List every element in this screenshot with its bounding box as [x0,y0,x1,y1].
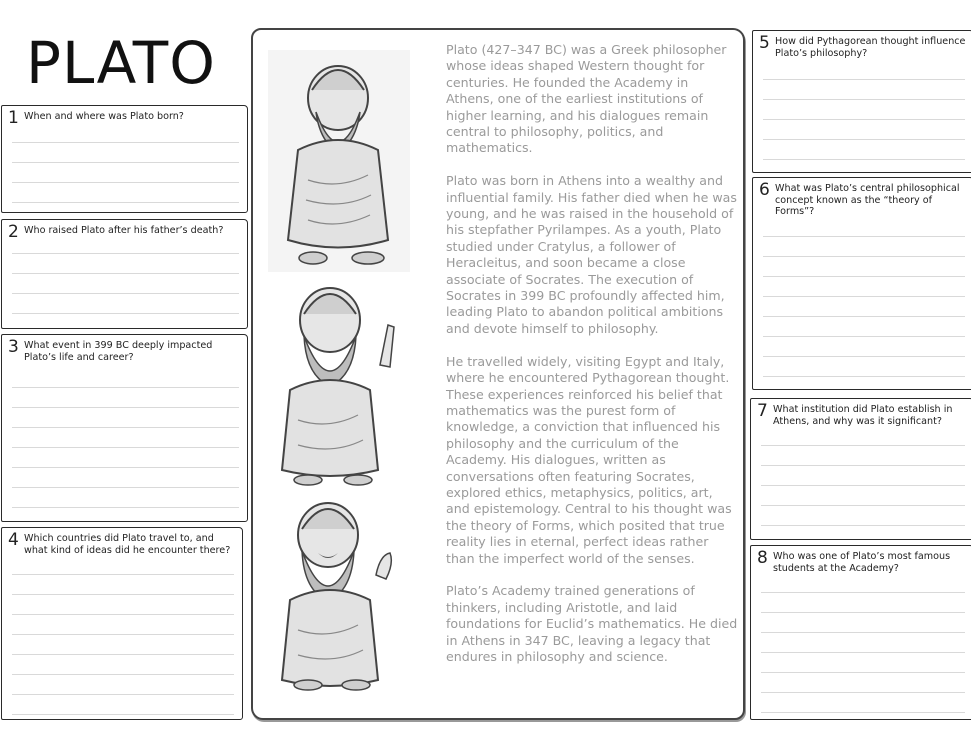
question-text: What institution did Plato establish in Athens, and why was it significant? [773,404,953,427]
question-number: 4 [8,530,19,550]
question-text: What was Plato’s central philosophical concept known as the “theory of Forms”? [775,183,960,217]
bio-paragraph-1: Plato (427–347 BC) was a Greek philosopher whose ideas shaped Western thought for centuries. He founded the Academy in Athens, one of the earliest institutions of higher learning, and his dialogues remain central to philosophy, politics, and mathematics. [446,42,727,156]
biography-text [446,42,738,682]
bio-paragraph-4: Plato’s Academy trained generations of thinkers, including Aristotle, and laid foundations for Euclid’s mathematics. He died in Athens in 347 BC, leaving a legacy that endures in philosophy and science. [446,583,738,664]
question-box-1[interactable] [1,105,248,213]
question-number: 1 [8,108,19,128]
question-box-2[interactable] [1,219,248,329]
question-text: How did Pythagorean thought influence Plato’s philosophy? [775,36,966,59]
philosopher-pointing-icon [268,280,410,490]
question-number: 7 [757,401,768,421]
question-number: 3 [8,337,19,357]
worksheet-title: PLATO [26,29,216,97]
question-text: When and where was Plato born? [24,111,184,122]
question-box-8[interactable] [750,545,971,720]
philosopher-pointing-illustration [268,280,410,490]
bio-paragraph-3: He travelled widely, visiting Egypt and Italy, where he encountered Pythagorean thought. These experiences reinforced his belief that mathematics was the purest form of knowledge, a conviction that influenced his philosophy and the curriculum of the Academy. His dialogues, written as conversations often featuring Socrates, explored ethics, metaphysics, politics, art, and epistemology. Central to his thought was the theory of Forms, which posited that true reality lies in eternal, perfect ideas rather than the imperfect world of the senses. [446,353,732,566]
question-number: 6 [759,180,770,200]
question-number: 8 [757,548,768,568]
question-box-7[interactable] [750,398,971,540]
question-box-4[interactable] [1,527,243,720]
philosopher-laughing-icon [268,495,410,695]
question-text: Who was one of Plato’s most famous students at the Academy? [773,551,951,574]
question-number: 5 [759,33,770,53]
question-number: 2 [8,222,19,242]
question-box-6[interactable] [752,177,971,390]
philosopher-laughing-illustration [268,495,410,695]
question-text: What event in 399 BC deeply impacted Plato’s life and career? [24,340,213,363]
bio-paragraph-2: Plato was born in Athens into a wealthy and influential family. His father died when he was young, and he was raised in the household of his stepfather Pyrilampes. As a youth, Plato studied under Cratylus, a follower of Heracleitus, and soon became a close associate of Socrates. The execution of Socrates in 399 BC profoundly affected him, leading Plato to abandon political ambitions and devote himself to philosophy. [446,173,737,336]
philosopher-thinking-icon [268,50,410,272]
question-box-3[interactable] [1,334,248,522]
question-text: Which countries did Plato travel to, and what kind of ideas did he encounter there? [24,533,231,556]
question-text: Who raised Plato after his father’s death? [24,225,224,236]
philosopher-thinking-illustration [268,50,410,272]
question-box-5[interactable] [752,30,971,173]
